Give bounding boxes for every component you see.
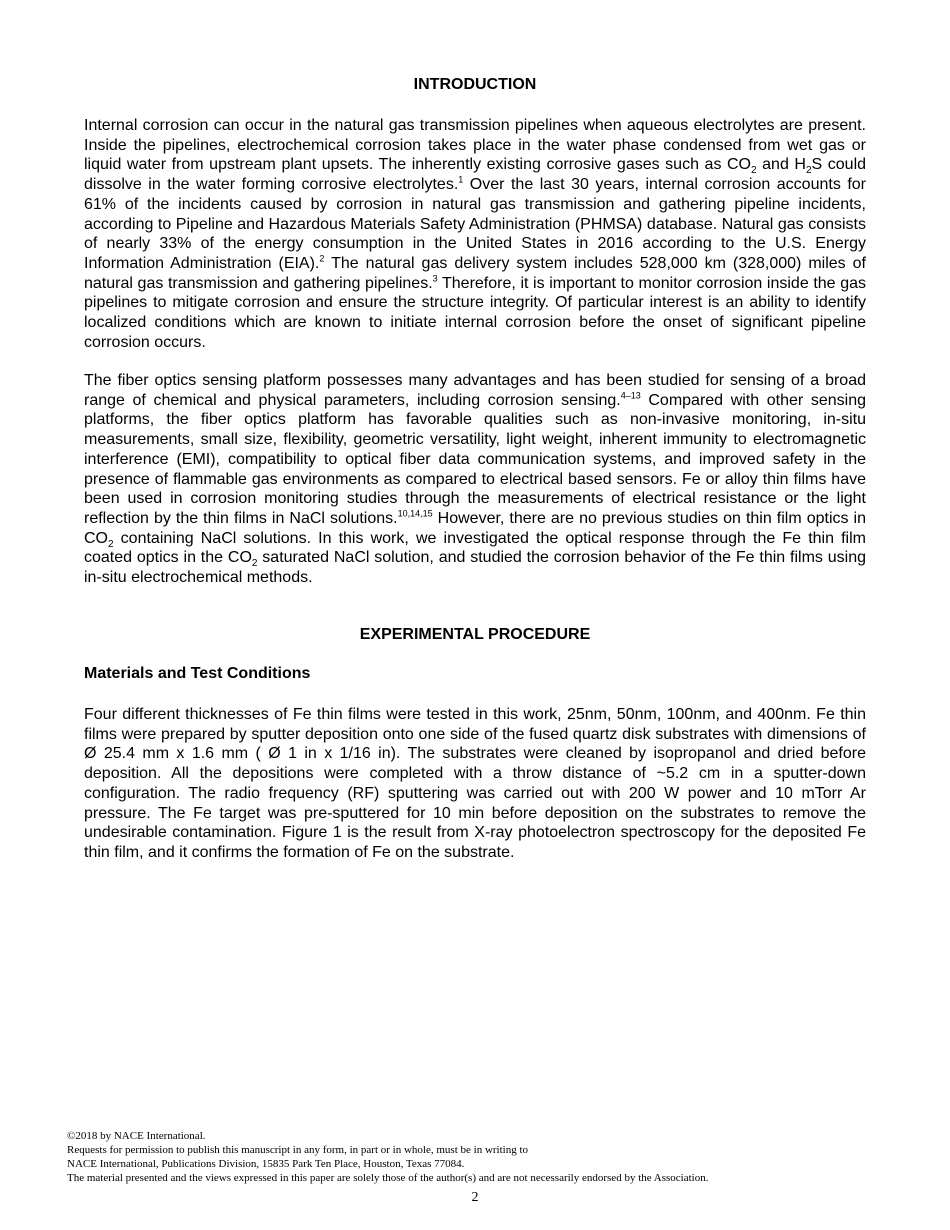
intro-paragraph-2 [84,371,866,588]
citation: 4–13 [620,390,641,401]
citation: 3 [432,273,438,284]
text-run: However, there are no previous studies on thin film optics in CO [84,509,866,547]
experimental-procedure-heading: EXPERIMENTAL PROCEDURE [359,626,591,643]
text-run: saturated NaCl solution, and studied the corrosion behavior of the Fe thin films using in-situ electrochemical methods. [84,549,867,587]
introduction-heading: INTRODUCTION [413,76,537,93]
subscript: 2 [805,165,812,177]
subscript: 2 [751,165,757,177]
page-number: 2 [471,1190,479,1205]
text-run: Therefore, it is important to monitor corrosion inside the gas pipelines to mitigate corrosion and ensure the structure integrity. Of particular interest is an ability to identify localized conditions which are known to initiate internal corrosion before the onset of significant pipeline corrosion occurs. [84,274,867,351]
text-run: S could dissolve in the water forming corrosive electrolytes. [84,156,867,194]
footer-permission: Requests for permission to publish this manuscript in any form, in part or in whole, must be in writing to [67,1144,529,1156]
text-run: The fiber optics sensing platform possesses many advantages and has been studied for sensing of a broad range of chemical and physical parameters, including corrosion sensing. [84,372,866,409]
footer-address: NACE International, Publications Division, 15835 Park Ten Place, Houston, Texas 77084. [67,1158,465,1170]
citation: 1 [458,174,464,185]
text-run: The natural gas delivery system includes 528,000 km (328,000) miles of natural gas transmission and gathering pipelines. [84,254,867,292]
materials-paragraph: Four different thicknesses of Fe thin films were tested in this work, 25nm, 50nm, 100nm, and 400nm. Fe thin films were prepared by sputter deposition onto one side of the fused quartz disk substrates with dimensions of Ø 25.4 mm x 1.6 mm ( Ø 1 in x 1/16 in). The substrates were cleaned by isopropanol and dried before deposition. All the depositions were completed with a throw distance of ~5.2 cm in a sputter-down configuration. The radio frequency (RF) sputtering was carried out with 200 W power and 10 mTorr Ar pressure. The Fe target was pre-sputtered for 10 min before deposition on the substrates to remove the undesirable contamination. Figure 1 is the result from X-ray photoelectron spectroscopy for the deposited Fe thin film, and it confirms the formation of Fe on the substrate. [84,706,866,861]
materials-subheading: Materials and Test Conditions [84,665,311,682]
text-run: containing NaCl solutions. In this work, we investigated the optical response through the Fe thin film coated optics in the CO [84,529,866,567]
intro-paragraph-1 [84,116,866,352]
text-run: Over the last 30 years, internal corrosion accounts for 61% of the incidents caused by corrosion in natural gas transmission and gathering pipeline incidents, according to Pipeline and Hazardous Materials Safety Administration (PHMSA) database. Natural gas consists of nearly 33% of the energy consumption in the United States in 2016 according to the U.S. Energy Information Administration (EIA). [84,176,867,272]
citation: 2 [319,253,325,264]
copyright-footer [67,1129,887,1185]
footer-disclaimer: The material presented and the views expressed in this paper are solely those of the author(s) and are not necessarily endorsed by the Association. [67,1172,709,1184]
footer-copyright: ©2018 by NACE International. [67,1130,206,1142]
subscript: 2 [108,538,114,550]
citation: 10,14,15 [397,508,433,519]
subscript: 2 [251,558,258,570]
text-run: Internal corrosion can occur in the natural gas transmission pipelines when aqueous electrolytes are present. Inside the pipelines, electrochemical corrosion takes place in the water phase condensed from wet gas or liquid water from upstream plant upsets. The inherently existing corrosive gases such as CO [84,117,866,174]
text-run: Compared with other sensing platforms, the fiber optics platform has favorable qualities such as non-invasive monitoring, in-situ measurements, small size, flexibility, geometric versatility, light weight, inherent immunity to electromagnetic interference (EMI), compatibility to optical fiber data communication systems, and improved safety in the presence of flammable gas environments as compared to electrical based sensors. Fe or alloy thin films have been used in corrosion monitoring studies through the measurements of electrical resistance or the light reflection by the thin films in NaCl solutions. [84,391,866,527]
text-run: and H [756,156,806,174]
